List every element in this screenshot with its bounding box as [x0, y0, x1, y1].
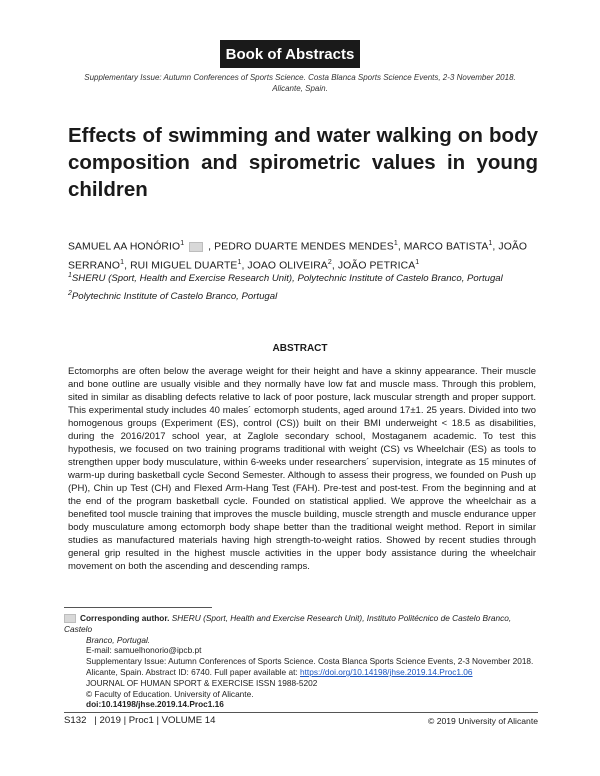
corresponding-email: E-mail: samuelhonorio@ipcb.pt: [86, 645, 202, 656]
author-5-affil: 1: [237, 259, 242, 267]
page-footer-divider: [64, 712, 538, 713]
author-2-affil: 1: [393, 240, 398, 247]
email-icon: [64, 614, 76, 623]
footnote-divider: [64, 607, 212, 608]
affiliation-2-text: Polytechnic Institute of Castelo Branco, Portugal: [71, 291, 278, 303]
corresponding-author-affiliation-cont: Branco, Portugal.: [86, 634, 151, 645]
author-7: JOÃO PETRICA: [337, 260, 416, 272]
supplementary-issue-note: Supplementary Issue: Autumn Conferences of Sports Science. Costa Blanca Sports Science Events, 2-3 November 2018.: [86, 656, 534, 667]
author-2: PEDRO DUARTE MENDES MENDES: [214, 241, 394, 253]
footnotes: [64, 613, 536, 710]
author-1: SAMUEL AA HONÓRIO: [68, 241, 181, 253]
page-copyright: © 2019 University of Alicante: [428, 716, 538, 726]
paper-title: Effects of swimming and water walking on body composition and spirometric values in young children: [68, 124, 538, 201]
corresponding-author-label: Corresponding author.: [80, 613, 170, 623]
supplement-line-2: Alicante, Spain.: [272, 84, 328, 93]
full-paper-link[interactable]: https://doi.org/10.14198/jhse.2019.14.Proc1.06: [300, 666, 473, 677]
abstract-heading: ABSTRACT: [272, 343, 328, 354]
affiliation-1-text: SHERU (Sport, Health and Exercise Research Unit), Polytechnic Institute of Castelo Branco, Portugal: [71, 273, 503, 285]
doi: doi:10.14198/jhse.2019.14.Proc1.16: [86, 699, 224, 710]
affiliation-1-number: 1: [68, 272, 72, 279]
author-1-affil: 1: [180, 240, 185, 247]
abstract-text: Ectomorphs are often below the average weight for their height and have a skinny appearance. Their muscle and bone outline are usually visible and they normally have low fat and muscle mass. Through this problem, sited in similar as disabling defects relative to lack of poor posture, lack muscular strength and proper support. This experimental study includes 40 males´ ectomorph students, aged around 17±1. 25 years. Divided into two homogenous groups (Experiment (ES), control (CS)) built on their BMI underweight < 18.5 as disabilities, during the 2016/2017 school year, at Zaglole secondary school, Mostaganem academic. To test this hypothesis, we focused on two training programs traditional with weight (CS) vs Wheelchair (ES) as tools to strengthen upper body musculature, within 6-weeks under researchers´ supervision, integrate as 15 minutes of warm-up during basketball cycle Second Semester. Although to assess their progress, we founded on Push up (PH), Chin up Test (CH) and Flexed Arm-Hang Test (FAH). Pre-test and post-test. From the beginning and at the end of the program basketball cycle. Founded on statistical applied. We approve the wheelchair as a benefited tool muscle training that improves the muscle building, muscle strength and muscle endurance upper body musculature among ectomorph body shape better than the traditional weight method. Report in similar studies as manufactured materials having high strength-to-weight ratios. Showed by recent studies through general grip resulted in the highest muscle activities in the upper body assistance during the wheelchair movement on both the ascending and descending ramps.: [68, 366, 536, 572]
author-list: SAMUEL AA HONÓRIO$^1$ , PEDRO DUARTE MENDES MENDES$^1$, MARCO BATISTA$^1$, JOÃO SERRANO$^1$, RUI MIGUEL DUARTE$^1$, JOAO OLIVEIRA$^2$, JOÃO PETRICA$^1$: [68, 240, 528, 272]
affiliation-1: [68, 270, 534, 285]
author-3-affil: 1: [488, 240, 493, 247]
author-7-affil: 1: [415, 259, 420, 267]
copyright-note: © Faculty of Education. University of Alicante.: [86, 688, 254, 699]
author-3: MARCO BATISTA: [403, 241, 489, 253]
affiliation-2-number: 2: [68, 290, 72, 297]
page-number-volume: S132 | 2019 | Proc1 | VOLUME 14: [64, 715, 216, 726]
book-of-abstracts-badge: Book of Abstracts: [220, 40, 360, 68]
abstract-id-note: [64, 667, 536, 678]
supplement-line-1: Supplementary Issue: Autumn Conferences of Sports Science. Costa Blanca Sports Science Events, 2-3 November 2018.: [84, 73, 516, 82]
supplement-notice: [60, 72, 540, 94]
author-4-affil: 1: [120, 259, 125, 267]
author-6-affil: 2: [327, 259, 332, 267]
author-6: JOAO OLIVEIRA: [247, 260, 328, 272]
email-icon[interactable]: [189, 242, 203, 252]
abstract-id-text: Alicante, Spain. Abstract ID: 6740. Full paper available at:: [86, 666, 300, 677]
corresponding-author-affiliation: SHERU (Sport, Health and Exercise Research Unit), Instituto Politécnico de Castelo Branco, Castelo: [64, 613, 512, 634]
journal-issn: JOURNAL OF HUMAN SPORT & EXERCISE ISSN 1988-5202: [86, 677, 318, 688]
corresponding-author-note: [64, 613, 536, 635]
author-5: RUI MIGUEL DUARTE: [130, 260, 238, 272]
affiliation-2: [68, 288, 534, 303]
author-4: JOÃO SERRANO: [68, 241, 528, 272]
